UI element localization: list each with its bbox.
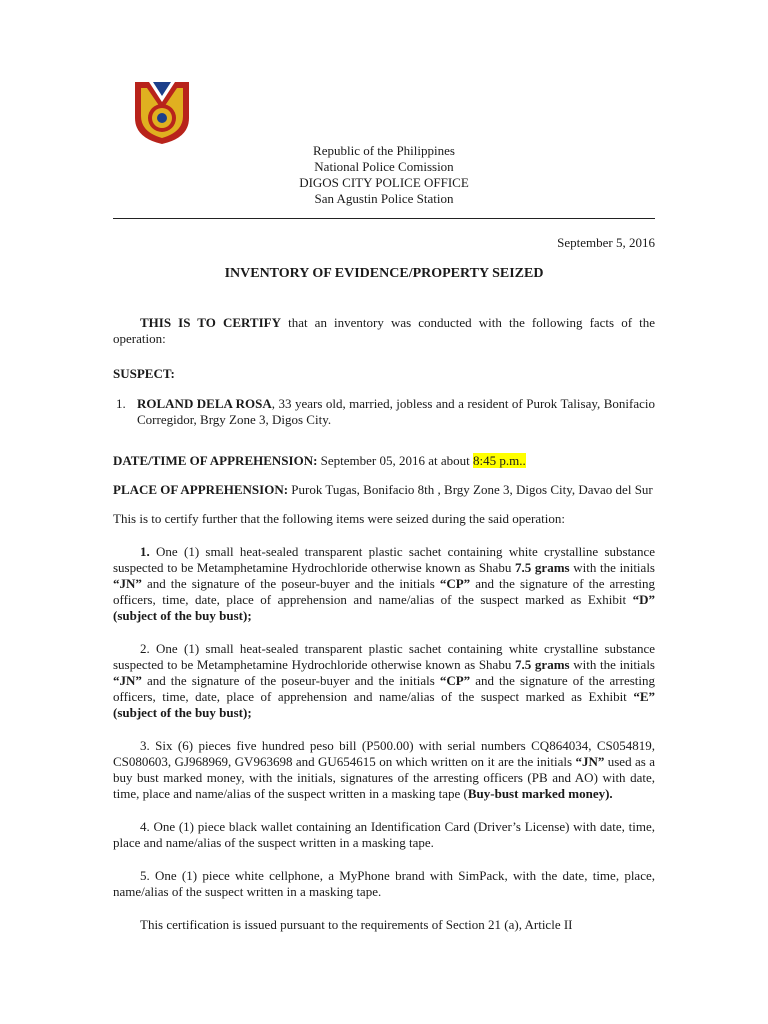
item-initials: “JN” [575,754,605,769]
apprehension-place-text: Purok Tugas, Bonifacio 8th , Brgy Zone 3, Digos City, Davao del Sur [288,482,653,497]
suspect-label: SUSPECT: [113,366,175,381]
apprehension-date-text: September 05, 2016 at about [317,453,474,468]
item-exhibit: “E” (subject of the buy bust); [113,689,655,720]
apprehension-place-label: PLACE OF APPREHENSION: [113,482,289,497]
certify-lead: THIS IS TO CERTIFY [140,315,281,330]
letterhead-line-1: Republic of the Philippines [313,143,455,158]
letterhead-line-3: DIGOS CITY POLICE OFFICE [299,175,469,190]
suspect-heading [113,366,655,382]
seized-item-1 [113,544,655,624]
item-text: with the initials [569,657,655,672]
seized-intro: This is to certify further that the following items were seized during the said operation: [113,511,565,526]
apprehension-time [113,453,655,469]
apprehension-time-label: DATE/TIME OF APPREHENSION: [113,453,318,468]
letterhead-line-2: National Police Comission [314,159,454,174]
item-weight: 7.5 grams [515,657,570,672]
item-text: and the signature of the arresting officers, time, date, place of apprehension and name/alias of the suspect marked as Exhibit [113,576,655,607]
item-initials: “JN” [113,673,142,688]
certify-paragraph [113,315,655,347]
header-divider [113,218,655,219]
item-number: 2. [140,641,150,656]
suspect-details [137,396,655,428]
seized-item-5: 5. One (1) piece white cellphone, a MyPhone brand with SimPack, with the date, time, place, name/alias of the suspect written in a masking tape. [113,868,655,899]
item-weight: 7.5 grams [515,560,570,575]
letterhead [113,143,655,207]
letterhead-line-4: San Agustin Police Station [314,191,454,206]
item-text: used as a buy bust marked money, with the initials, signatures of the arresting officers (PB and AO) with date, time, place and name/alias of the suspect written in a masking tape ( [113,754,655,801]
item-initials: “CP” [439,673,471,688]
seized-item-4: 4. One (1) piece black wallet containing an Identification Card (Driver’s License) with date, time, place and name/alias of the suspect written in a masking tape. [113,819,655,850]
suspect-number: 1. [116,396,126,411]
item-text: One (1) small heat-sealed transparent plastic sachet containing white crystalline substance suspected to be Metamphetamine Hydrochloride otherwise known as Shabu [113,544,655,575]
item-text: and the signature of the poseur-buyer and the initials [141,576,440,591]
pnp-badge-icon [131,78,193,146]
item-text: with the initials [569,560,655,575]
document-date: September 5, 2016 [557,235,655,250]
item-initials: “CP” [439,576,471,591]
item-exhibit: “D” (subject of the buy bust); [113,592,655,623]
seized-item-2 [113,641,655,721]
suspect-name: ROLAND DELA ROSA [137,396,272,411]
item-text: and the signature of the arresting officers, time, date, place of apprehension and name/alias of the suspect marked as Exhibit [113,673,655,704]
document-title: INVENTORY OF EVIDENCE/PROPERTY SEIZED [224,266,544,281]
seized-item-3 [113,738,655,802]
closing-paragraph: This certification is issued pursuant to the requirements of Section 21 (a), Article II [140,917,573,932]
item-text: and the signature of the poseur-buyer and the initials [141,673,440,688]
item-marked-money: Buy-bust marked money). [467,786,613,801]
suspect-description: , 33 years old, married, jobless and a resident of Purok Talisay, Bonifacio Corregidor, Brgy Zone 3, Digos City. [137,396,655,427]
apprehension-place [113,482,655,498]
document-body [113,315,655,933]
certify-text: that an inventory was conducted with the following facts of the operation: [113,315,655,346]
apprehension-time-highlight: 8:45 p.m.. [473,453,526,468]
item-text: 3. Six (6) pieces five hundred peso bill (P500.00) with serial numbers CQ864034, CS054819, CS080603, GJ968969, GV963698 and GU654615 on which written on it are the initials [113,738,655,769]
suspect-list-item [113,396,655,428]
item-initials: “JN” [113,576,142,591]
item-text: One (1) small heat-sealed transparent plastic sachet containing white crystalline substance suspected to be Metamphetamine Hydrochloride otherwise known as Shabu [113,641,655,672]
item-number: 1. [140,544,150,559]
